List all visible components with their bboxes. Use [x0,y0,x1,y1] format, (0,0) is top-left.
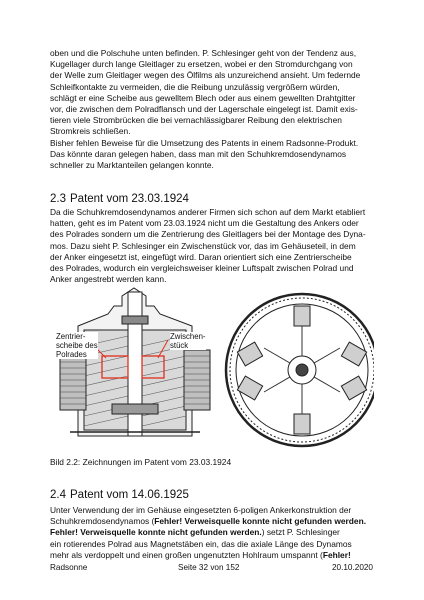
section-2-4-paragraph [50,505,390,561]
paragraph-line: Anker angestrebt werden kann. [50,274,167,285]
section-number: 2.4 [50,489,66,501]
paragraph-line: Unter Verwendung der im Gehäuse eingesetzten 6-poligen Ankerkonstruktion der [50,505,352,515]
paragraph-line: hatten, geht es im Patent vom 23.03.1924 nicht um die Gestaltung des Ankers oder [50,218,359,229]
figure-caption: Bild 2.2: Zeichnungen im Patent vom 23.03.1924 [50,457,232,467]
footer-page-number: Seite 32 von 152 [178,563,240,572]
label-line: stück [170,341,189,350]
paragraph-line [50,516,390,527]
paragraph-line: Kugellager durch lange Gleitlager zu ersetzen, wobei er den Stromdurchgang von [50,59,353,70]
paragraph-line: Da die Schuhkremdosendynamos anderer Firmen sich schon auf dem Markt etabliert [50,207,366,217]
patent-drawing-figure [50,286,374,452]
text-run: Schuhkremdosendynamos ( [50,516,155,527]
label-line: Zwischen- [170,332,206,341]
text-run: ) setzt P. Schlesinger [261,527,340,538]
label-line: scheibe des [56,341,98,350]
paragraph-line [50,527,390,538]
paragraph-line: mos. Dazu sieht P. Schlesinger ein Zwischenstück vor, das im Gehäuseteil, in dem [50,240,356,251]
label-line: Polrades [56,350,87,359]
section-number: 2.3 [50,193,66,205]
broken-reference[interactable]: Fehler! [322,549,351,560]
cross-section-drawing [60,288,210,436]
paragraph-line: Das könnte daran gelegen haben, dass man mit den Schuhkremdosendynamos [50,148,347,159]
paragraph-line: des Polrades sondern um die Zentrierung des Gleitlagers bei der Montage des Dyna- [50,229,366,240]
patent-drawing [50,286,374,452]
paragraph-line [50,550,390,561]
paragraph-line: Bisher fehlen Beweise für die Umsetzung des Patents in einem Radsonne-Produkt. [50,137,359,148]
section-title: Patent vom 23.03.1924 [70,193,189,205]
paragraph-line: oben und die Polschuhe unten befinden. P. Schlesinger geht von der Tendenz aus, [50,48,357,58]
broken-reference[interactable]: Fehler! Verweisquelle konnte nicht gefunden werden. [154,516,367,527]
footer-left: Radsonne [50,563,88,572]
footer-date: 20.10.2020 [332,563,373,572]
section-heading-2-3 [50,192,189,206]
paragraph-line: ein rotierendes Polrad aus Magnetstäben ein, das die axiale Länge des Dynamos [50,538,352,549]
paragraph-line: Schleifkontakte zu vermeiden, die die Reibung unzulässig vergrößern würden, [50,81,340,92]
label-line: Zentrier- [56,332,86,341]
front-view-drawing [226,294,374,446]
broken-reference[interactable]: Fehler! Verweisquelle konnte nicht gefunden werden. [50,527,262,538]
paragraph-line: Stromkreis schließen. [50,126,131,137]
paragraph-line: der Welle zum Gleitlager wegen des Ölfilms als unzureichend ansieht. Um federnde [50,70,361,81]
paragraph-line: vor, die zwischen dem Polradflansch und der Lagerschale eingelegt ist. Damit exis- [50,104,358,115]
paragraph-line: schneller zu Marktanteilen gelangen konnte. [50,160,214,171]
text-run: mehr als verdoppelt und einen großen ungenutzten Hohlraum umspannt ( [50,549,323,560]
section-title: Patent vom 14.06.1925 [70,489,189,501]
paragraph-line: schlägt er eine Scheibe aus gewelltem Blech oder aus einem gewellten Drahtgitter [50,92,356,103]
paragraph-line: tieren viele Strombrücken die bei vernachlässigbarer Reibung den elektrischen [50,115,342,126]
section-heading-2-4 [50,488,189,502]
paragraph-line: des Polrades, wodurch ein vergleichsweiser kleiner Luftspalt zwischen Polrad und [50,263,354,274]
paragraph-line: der Anker eingesetzt ist, eingefügt wird. Daran orientiert sich eine Zentrierscheibe [50,251,352,262]
intro-paragraph [50,48,390,171]
label-zwischenstueck [170,332,206,350]
label-zentrierscheibe [56,332,98,359]
section-2-3-paragraph [50,207,390,285]
